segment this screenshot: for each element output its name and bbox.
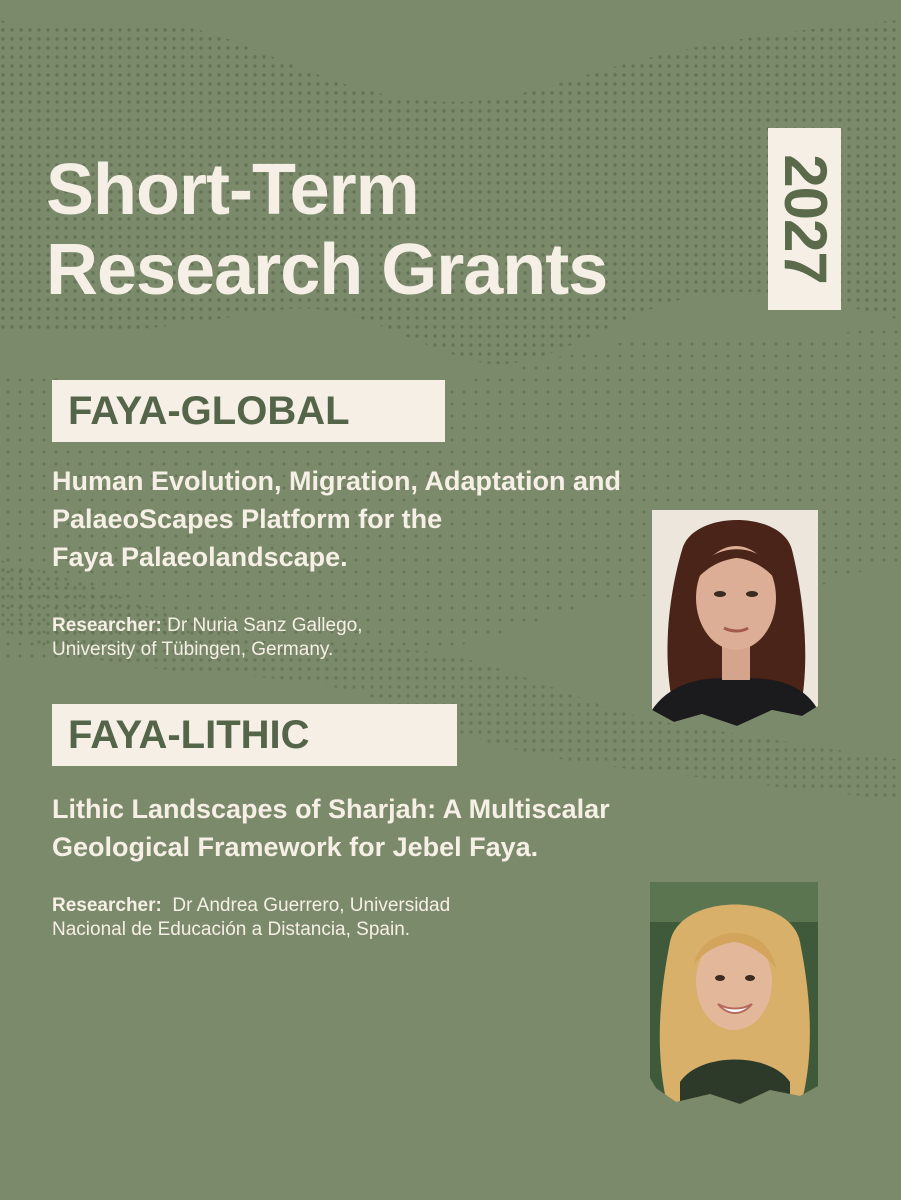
researcher-portrait-icon: [652, 510, 818, 732]
grant-title-line: PalaeoScapes Platform for the: [52, 504, 443, 534]
researcher-label: Researcher:: [52, 895, 162, 916]
grant-title-faya-lithic: [52, 790, 752, 866]
grant-title-line: Faya Palaeolandscape.: [52, 542, 348, 572]
researcher-affiliation: University of Tübingen, Germany.: [52, 639, 334, 660]
researcher-info-faya-global: [52, 614, 612, 662]
grant-tag-faya-lithic: FAYA-LITHIC: [52, 704, 457, 766]
year-badge-text: 2027: [771, 154, 839, 284]
grant-title-line: Geological Framework for Jebel Faya.: [52, 832, 539, 862]
page-title-line-1: Short-Term: [46, 150, 419, 230]
researcher-name: Dr Nuria Sanz Gallego,: [161, 615, 363, 636]
grant-title-line: Lithic Landscapes of Sharjah: A Multiscalar: [52, 794, 610, 824]
page-title-line-2: Research Grants: [46, 230, 608, 310]
researcher-info-faya-lithic: [52, 894, 612, 942]
researcher-portrait-icon: [650, 882, 818, 1108]
year-badge: [768, 128, 841, 310]
grant-title-line: Human Evolution, Migration, Adaptation and: [52, 466, 621, 496]
grant-tag-faya-global: FAYA-GLOBAL: [52, 380, 445, 442]
researcher-name: Dr Andrea Guerrero, Universidad: [161, 895, 451, 916]
researcher-affiliation: Nacional de Educación a Distancia, Spain.: [52, 919, 411, 940]
researcher-label: Researcher:: [52, 615, 162, 636]
page-title: [46, 150, 607, 310]
